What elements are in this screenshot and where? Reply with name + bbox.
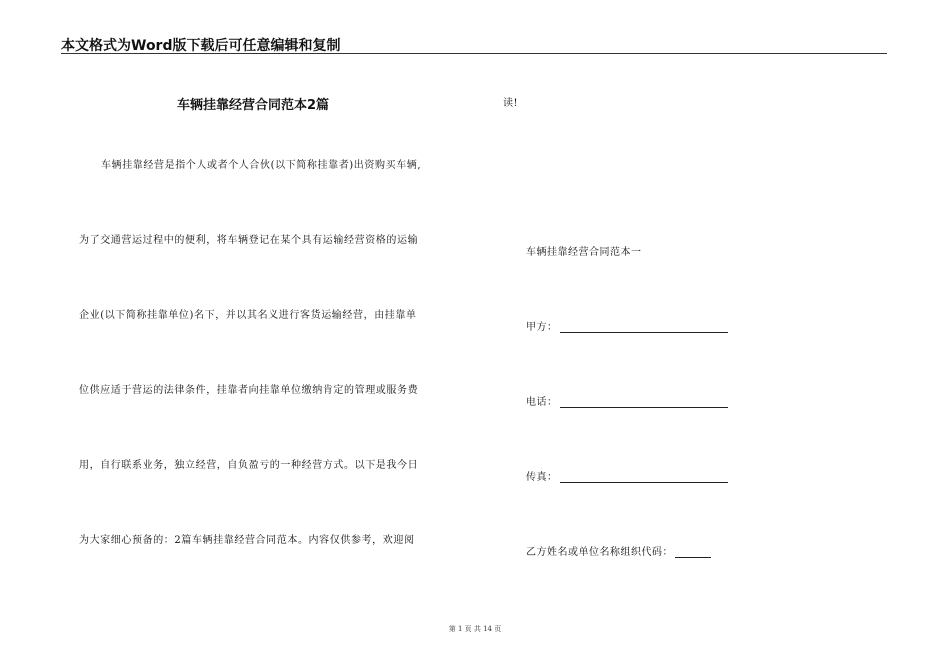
document-title: 车辆挂靠经营合同范本2篇 [177,98,330,113]
phone-field [526,393,728,408]
blank-line [675,547,711,558]
header-title: 本文格式为Word版下载后可任意编辑和复制 [61,38,341,54]
page-number: 第 1 页 共 14 页 [448,625,502,633]
field-label: 甲方： [526,322,558,333]
party-a-field [526,318,728,333]
field-label: 传真： [526,472,558,483]
header-divider [61,53,887,54]
intro-line: 企业(以下简称挂靠单位)名下，并以其名义进行客货运输经营，由挂靠单 [79,310,417,321]
field-label: 电话： [526,397,558,408]
fax-field [526,468,728,483]
blank-line [560,322,728,333]
intro-line: 为大家细心预备的：2篇车辆挂靠经营合同范本。内容仅供参考，欢迎阅 [79,535,415,546]
intro-line: 用，自行联系业务，独立经营，自负盈亏的一种经营方式。以下是我今日 [79,460,419,471]
intro-line: 位供应适于营运的法律条件，挂靠者向挂靠单位缴纳肯定的管理或服务费 [79,385,419,396]
field-label: 乙方姓名或单位名称组织代码： [526,547,673,558]
intro-line: 车辆挂靠经营是指个人或者个人合伙(以下简称挂靠者)出资购买车辆, [101,160,422,171]
blank-line [560,472,728,483]
contract-heading: 车辆挂靠经营合同范本一 [526,247,642,258]
blank-line [560,397,728,408]
intro-line: 为了交通营运过程中的便利，将车辆登记在某个具有运输经营资格的运输 [79,235,419,246]
party-b-field [526,543,711,558]
intro-continuation: 读! [503,98,519,109]
